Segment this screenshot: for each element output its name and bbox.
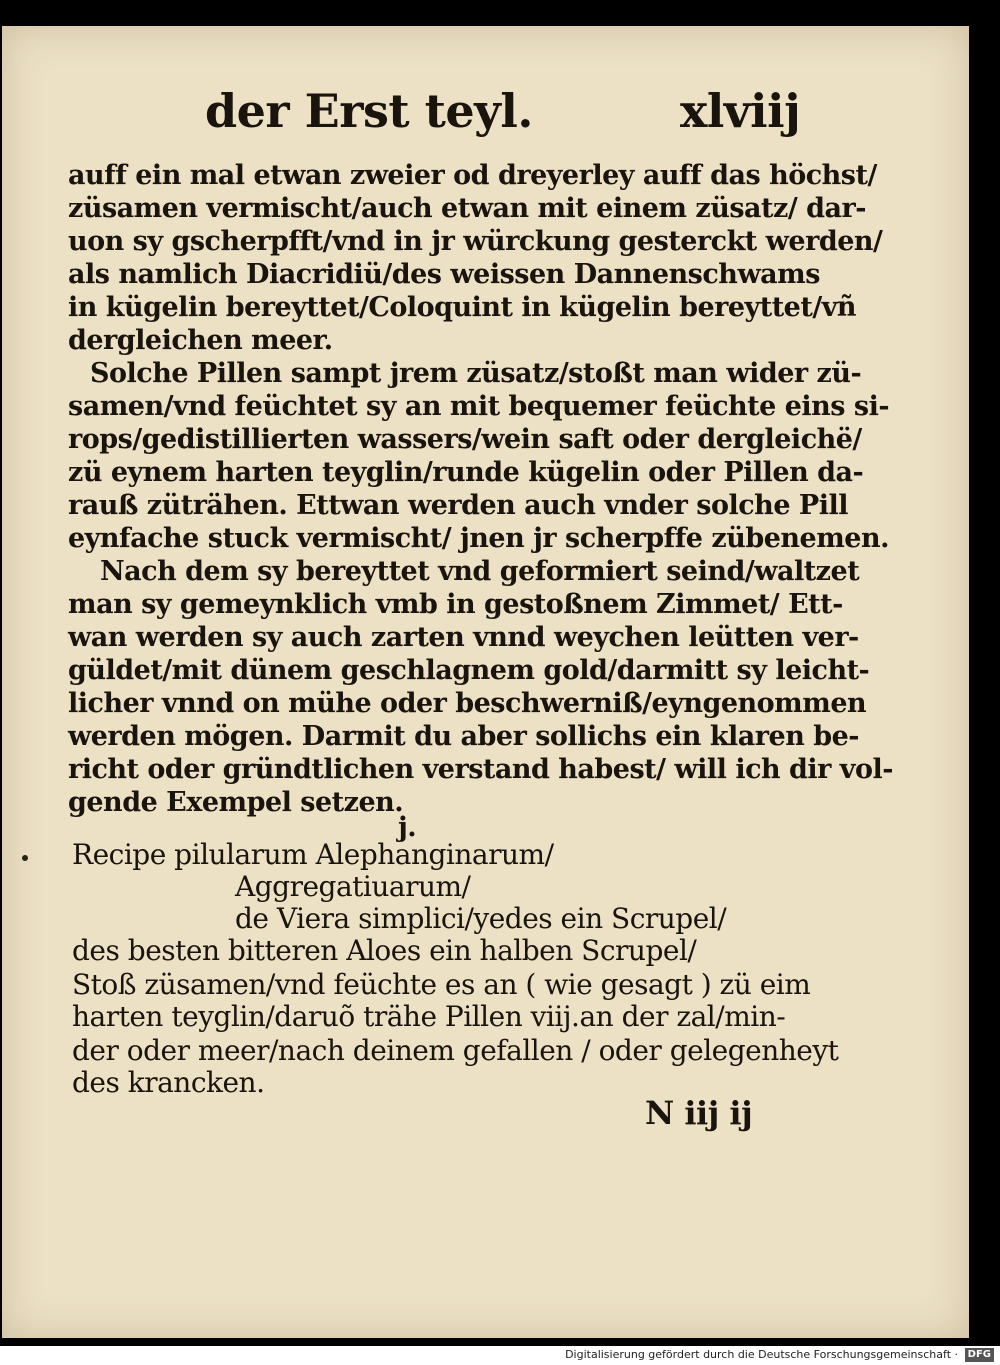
body-line: rops/gedistillierten wassers/wein saft oder dergleichë/ xyxy=(68,424,862,455)
section-number: j. xyxy=(398,812,417,843)
body-line: zü eynem harten teyglin/runde kügelin oder Pillen da- xyxy=(68,457,864,488)
body-line: samen/vnd feüchtet sy an mit bequemer feüchte eins si- xyxy=(68,391,890,422)
body-line: auff ein mal etwan zweier od dreyerley auff das höchst/ xyxy=(68,160,877,191)
body-line: wan werden sy auch zarten vnnd weychen leütten ver- xyxy=(68,622,859,653)
body-line: Solche Pillen sampt jrem züsatz/stoßt man wider zü- xyxy=(90,358,862,389)
recipe-line: der oder meer/nach deinem gefallen / oder gelegenheyt xyxy=(72,1034,839,1067)
body-line: licher vnnd on mühe oder beschwerniß/eyngenommen xyxy=(68,688,867,719)
recipe-line: Recipe pilularum Alephanginarum/ xyxy=(72,838,554,871)
body-line: uon sy gscherpfft/vnd in jr würckung gesterckt werden/ xyxy=(68,226,883,257)
body-line: Nach dem sy bereyttet vnd geformiert seind/waltzet xyxy=(100,556,860,587)
body-line: dergleichen meer. xyxy=(68,325,333,356)
body-line: in kügelin bereyttet/Coloquint in kügelin bereyttet/vñ xyxy=(68,292,857,323)
body-line: eynfache stuck vermischt/ jnen jr scherpffe zübenemen. xyxy=(68,523,889,554)
recipe-line: de Viera simplici/yedes ein Scrupel/ xyxy=(235,902,727,935)
body-line: als namlich Diacridiü/des weissen Dannenschwams xyxy=(68,259,820,290)
body-line: züsamen vermischt/auch etwan mit einem züsatz/ dar- xyxy=(68,193,866,224)
dfg-logo: DFG xyxy=(965,1348,994,1362)
body-line: gende Exempel setzen. xyxy=(68,787,404,818)
body-line: werden mögen. Darmit du aber sollichs ein klaren be- xyxy=(68,721,859,752)
signature-mark: N iij ij xyxy=(645,1094,753,1132)
body-line: güldet/mit dünem geschlagnem gold/darmitt sy leicht- xyxy=(68,655,870,686)
body-line: man sy gemeynklich vmb in gestoßnem Zimmet/ Ett- xyxy=(68,589,843,620)
running-head: der Erst teyl. xyxy=(205,84,533,138)
folio-number: xlviij xyxy=(680,84,801,138)
footer-credit: Digitalisierung gefördert durch die Deutsche Forschungsgemeinschaft · xyxy=(565,1348,958,1361)
body-line: rauß züträhen. Ettwan werden auch vnder solche Pill xyxy=(68,490,848,521)
recipe-line: des krancken. xyxy=(72,1066,265,1099)
body-line: richt oder gründtlichen verstand habest/ will ich dir vol- xyxy=(68,754,893,785)
recipe-line: Stoß züsamen/vnd feüchte es an ( wie gesagt ) zü eim xyxy=(72,968,811,1001)
recipe-line: Aggregatiuarum/ xyxy=(235,870,471,903)
recipe-line: harten teyglin/daruõ trähe Pillen viij.an der zal/min- xyxy=(72,1000,786,1033)
recipe-line: des besten bitteren Aloes ein halben Scrupel/ xyxy=(72,934,697,967)
